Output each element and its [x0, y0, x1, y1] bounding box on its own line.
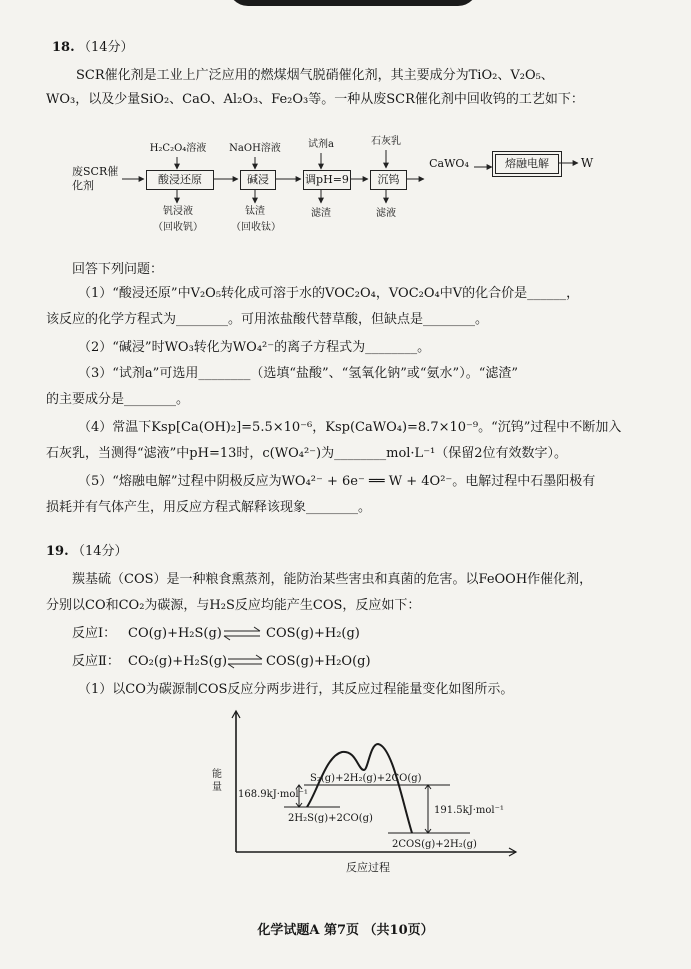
q19-reaction1-right: COS(g)+H₂(g)	[266, 626, 360, 641]
q19-reaction2-left: CO₂(g)+H₂S(g)	[128, 654, 228, 669]
flow-step-precipitate: 沉钨	[370, 170, 407, 190]
flow-output-titanium-note: （回收钛）	[231, 222, 281, 233]
q18-part1-line2: 该反应的化学方程式为________。可用浓盐酸代替草酸，但缺点是________。	[46, 312, 489, 327]
q18-part2: （2）“碱浸”时WO₃转化为WO₄²⁻的离子方程式为________。	[78, 340, 431, 355]
diagram-y-label: 能量	[212, 769, 222, 793]
flow-reagent-lime: 石灰乳	[371, 136, 401, 147]
q19-reaction2-label: 反应Ⅱ：	[72, 654, 120, 669]
diagram-energy-step1: 168.9kJ·mol⁻¹	[238, 789, 308, 800]
q18-number: 18.	[52, 40, 75, 55]
flow-product: W	[580, 156, 594, 170]
q19-reaction2-right: COS(g)+H₂O(g)	[266, 654, 371, 669]
flow-intermediate: CaWO₄	[429, 157, 469, 170]
page-footer: 化学试题A 第7页 （共10页）	[257, 923, 434, 938]
flow-reagent-naoh: NaOH溶液	[229, 143, 281, 154]
q18-score: （14分）	[78, 40, 134, 55]
q18-part4-line1: （4）常温下Ksp[Ca(OH)₂]=5.5×10⁻⁶，Ksp(CaWO₄)=8.7×10⁻⁹。“沉钨”过程中不断加入	[78, 420, 622, 435]
q18-answer-prompt: 回答下列问题：	[72, 262, 164, 277]
flow-output-filtrate: 滤液	[376, 208, 396, 219]
flow-output-vanadium-note: （回收钒）	[153, 222, 203, 233]
flow-step-adjust-ph: 调pH=9	[303, 170, 351, 190]
q19-part1: （1）以CO为碳源制COS反应分两步进行，其反应过程能量变化如图所示。	[78, 682, 514, 697]
q19-reaction1-label: 反应Ⅰ：	[72, 626, 117, 641]
q18-intro-line1: SCR催化剂是工业上广泛应用的燃煤烟气脱硝催化剂，其主要成分为TiO₂、V₂O₅、	[76, 68, 554, 83]
q18-part5-line1: （5）“熔融电解”过程中阴极反应为WO₄²⁻ + 6e⁻ ══ W + 4O²⁻。电解过程中石墨阳极有	[78, 474, 596, 489]
q19-number: 19.	[46, 544, 69, 559]
q19-reaction1-left: CO(g)+H₂S(g)	[128, 626, 222, 641]
q18-part4-line2: 石灰乳，当测得“滤液”中pH=13时，c(WO₄²⁻)为________mol·L⁻¹（保留2位有效数字）。	[46, 446, 568, 461]
q18-intro-line2: WO₃，以及少量SiO₂、CaO、Al₂O₃、Fe₂O₃等。一种从废SCR催化剂中回收钨的工艺如下：	[46, 92, 584, 107]
q19-score: （14分）	[72, 544, 128, 559]
flow-reagent-a: 试剂a	[308, 139, 334, 150]
flow-output-residue: 滤渣	[311, 208, 331, 219]
diagram-level-reactants: 2H₂S(g)+2CO(g)	[288, 813, 373, 824]
flow-source: 废SCR催化剂	[72, 165, 119, 192]
flow-output-titanium: 钛渣	[245, 206, 265, 217]
q18-part5-line2: 损耗并有气体产生，用反应方程式解释该现象________。	[46, 500, 372, 515]
q18-part3-line2: 的主要成分是________。	[46, 392, 190, 407]
diagram-level-intermediate: S₂(g)+2H₂(g)+2CO(g)	[310, 773, 422, 784]
q19-intro-line1: 羰基硫（COS）是一种粮食熏蒸剂，能防治某些害虫和真菌的危害。以FeOOH作催化剂，	[72, 572, 593, 587]
q18-part1-line1: （1）“酸浸还原”中V₂O₅转化成可溶于水的VOC₂O₄，VOC₂O₄中V的化合价是______，	[78, 286, 580, 301]
diagram-x-label: 反应过程	[346, 861, 390, 874]
q18-part3-line1: （3）“试剂a”可选用________（选填“盐酸”、“氢氧化钠”或“氨水”）。“滤渣”	[78, 366, 518, 381]
flow-step-alkali-leach: 碱浸	[240, 170, 276, 190]
diagram-level-products: 2COS(g)+2H₂(g)	[392, 839, 477, 850]
diagram-energy-overall: 191.5kJ·mol⁻¹	[434, 805, 504, 816]
flow-output-vanadium: 钒浸液	[163, 206, 193, 217]
flow-step-acid-leach: 酸浸还原	[146, 170, 214, 190]
flow-reagent-oxalic: H₂C₂O₄溶液	[149, 143, 207, 154]
flow-step-electrolysis: 熔融电解	[495, 154, 559, 174]
q19-intro-line2: 分别以CO和CO₂为碳源，与H₂S反应均能产生COS，反应如下：	[46, 598, 421, 613]
